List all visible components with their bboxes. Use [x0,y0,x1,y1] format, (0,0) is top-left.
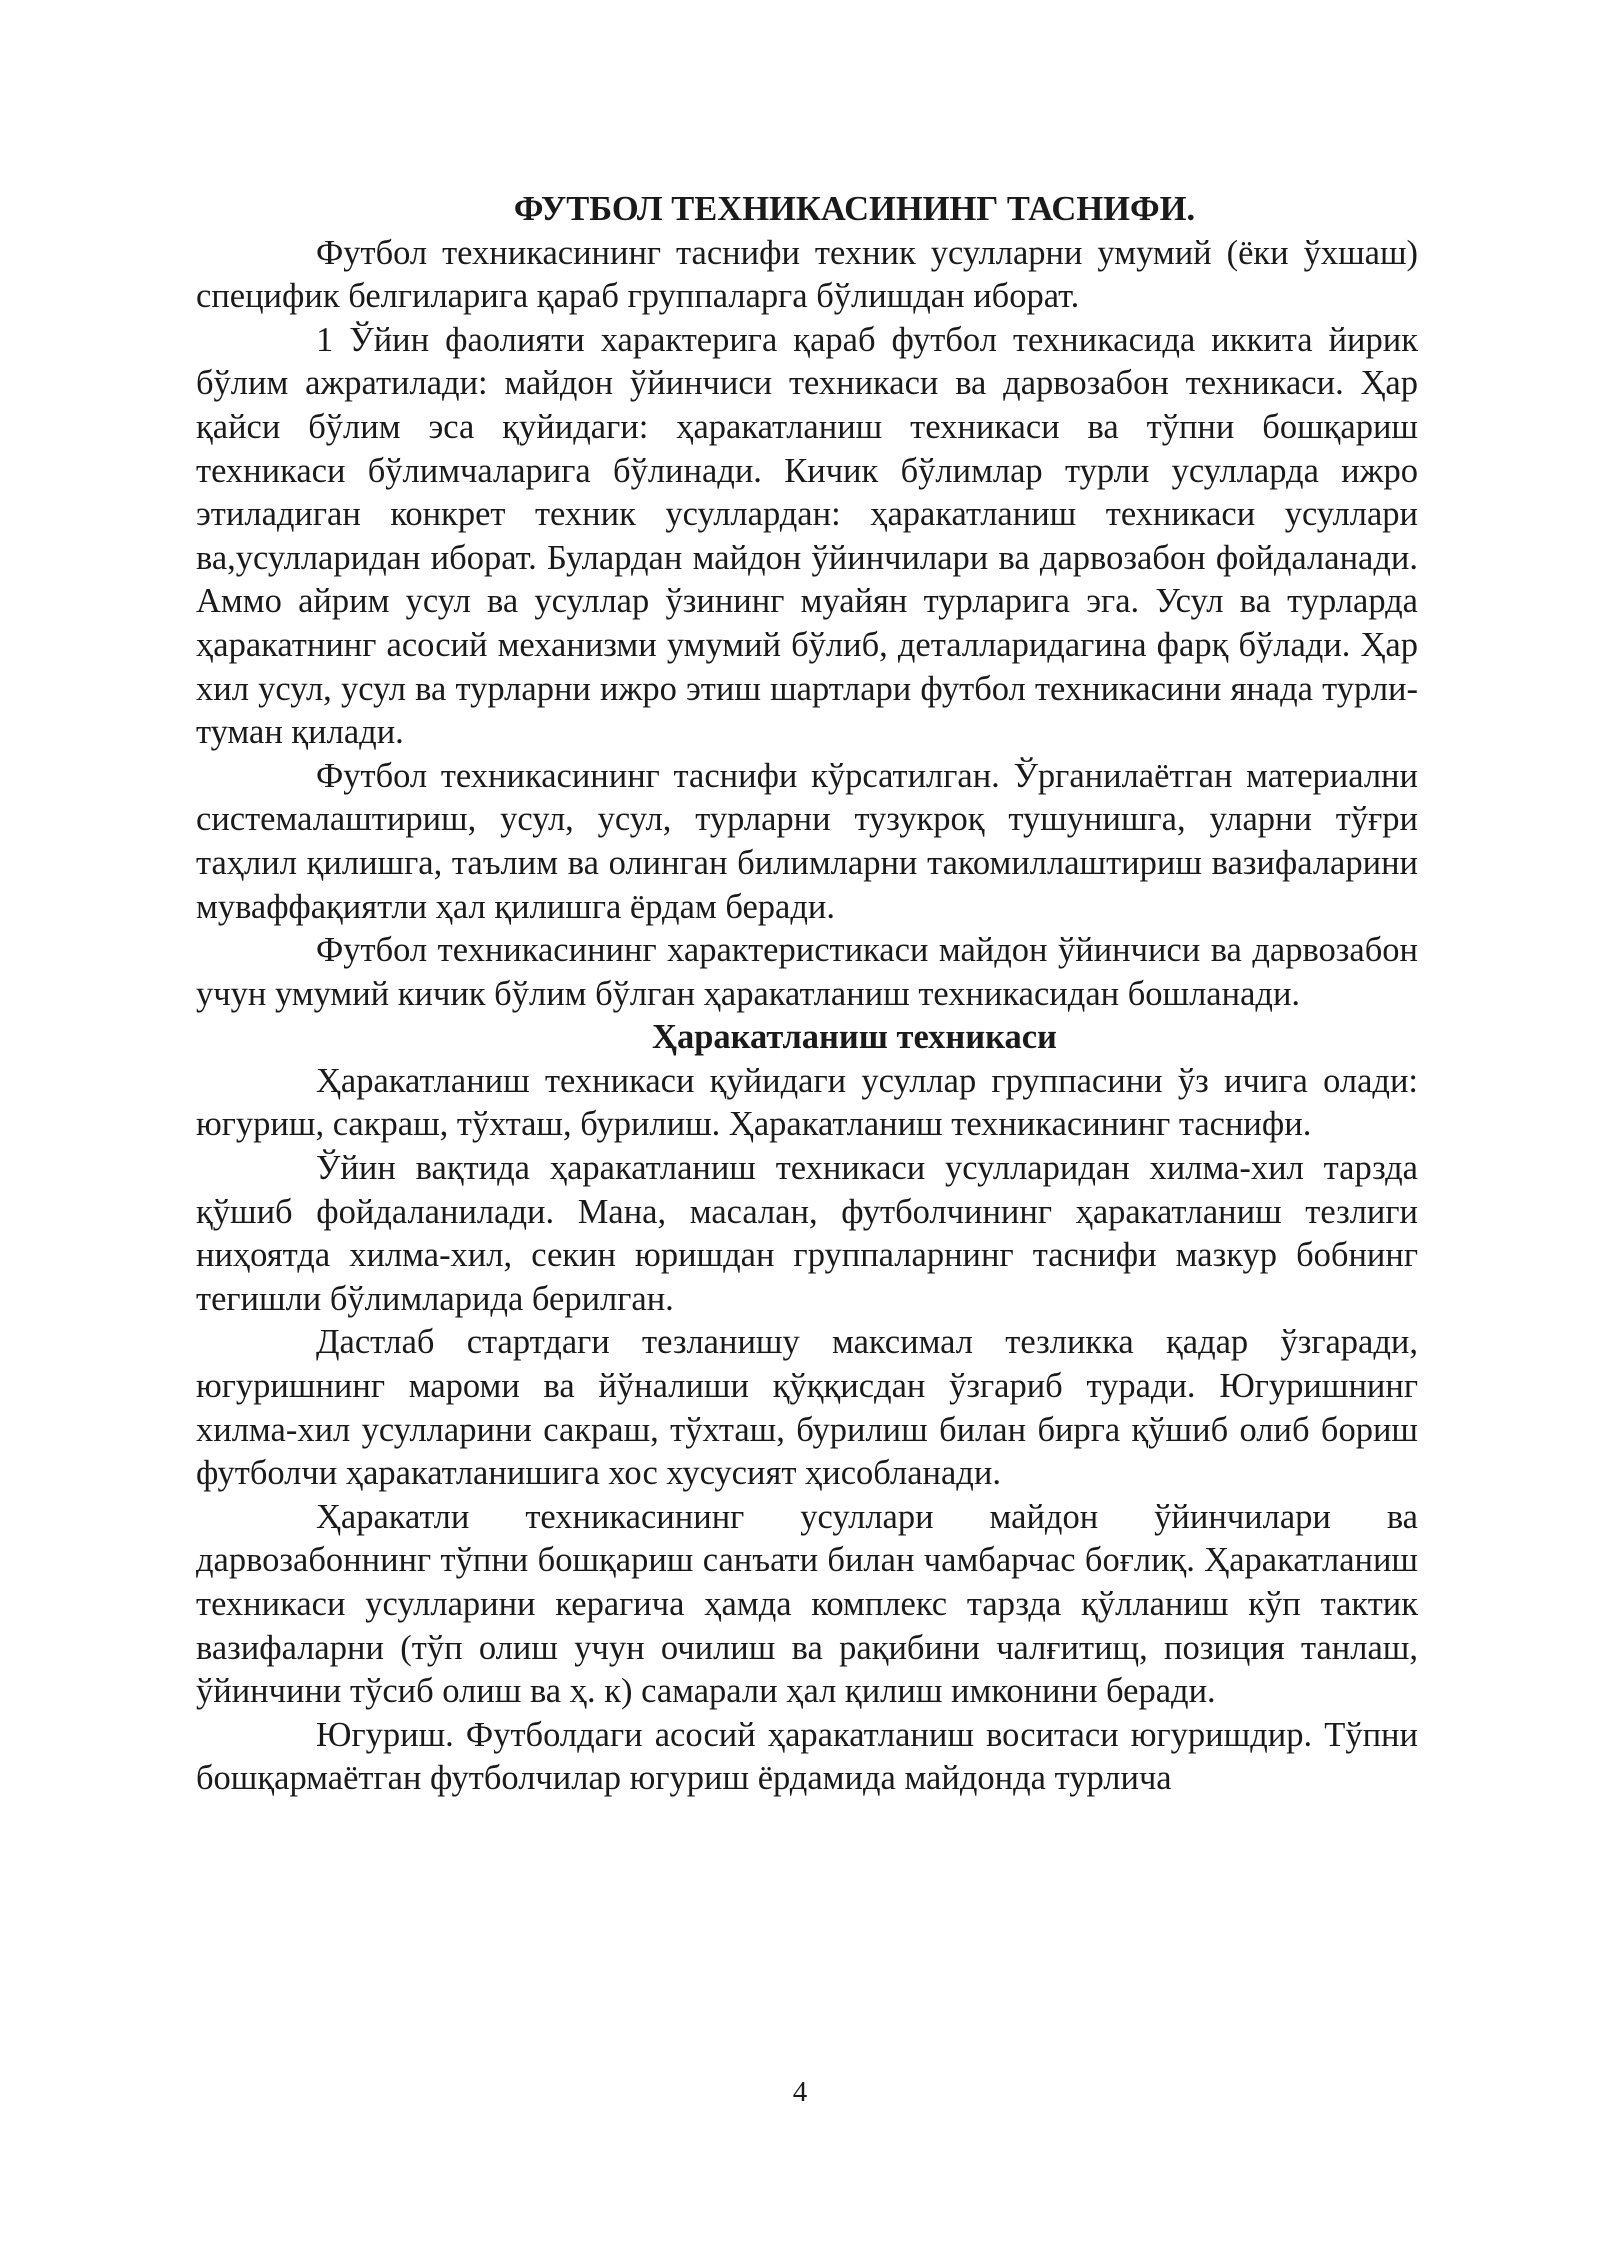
paragraph-running: Югуриш. Футболдаги асосий ҳаракатланиш воситаси югуришдир. Тўпни бошқармаётган футболчилар югуриш ёрдамида майдонда турлича [196,1715,1418,1798]
page-title: ФУТБОЛ ТЕХНИКАСИНИНГ ТАСНИФИ. [513,190,1196,228]
paragraph-characteristics: Футбол техникасининг характеристикаси майдон ўйинчиси ва дарвозабон учун умумий кичик бўлим бўлган ҳаракатланиш техникасидан бошланади. [196,931,1418,1013]
paragraph-classification-intro: Футбол техникасининг таснифи техник усулларни умумий (ёки ўхшаш) специфик белгиларига қараб группаларга бўлишдан иборат. [196,233,1418,316]
page-number: 4 [792,2076,808,2108]
page-content [196,188,1418,1801]
paragraph-classification-shown: Футбол техникасининг таснифи кўрсатилган. Ўрганилаётган материални системалаштириш, усул, усул, турларни тузукроқ тушунишга, уларни тўғри таҳлил қилишга, таълим ва олинган билимларни такомиллаштириш вазифаларини муваффақиятли ҳал қилишга ёрдам беради. [196,756,1418,926]
paragraph-acceleration: Дастлаб стартдаги тезланишу максимал тезликка қадар ўзгаради, югуришнинг мароми ва йўналиши қўққисдан ўзгариб туради. Югуришнинг хилма-хил усулларини сакраш, тўхташ, бурилиш билан бирга қўшиб олиб бориш футболчи ҳаракатланишига хос хусусият ҳисобланади. [196,1323,1418,1493]
paragraph-ball-control: Ҳаракатли техникасининг усуллари майдон ўйинчилари ва дарвозабоннинг тўпни бошқариш санъати билан чамбарчас боғлиқ. Ҳаракатланиш техникаси усулларини керагича ҳамда комплекс тарзда қўлланиш кўп тактик вазифаларни (тўп олиш учун очилиш ва рақибини чалғитищ, позиция танлаш, ўйинчини тўсиб олиш ва ҳ. к) самарали ҳал қилиш имконини беради. [196,1497,1418,1711]
paragraph-movement-groups: Ҳаракатланиш техникаси қуйидаги усуллар группасини ўз ичига олади: югуриш, сакраш, тўхташ, бурилиш. Ҳаракатланиш техникасининг таснифи. [196,1061,1418,1144]
paragraph-sections: 1 Ўйин фаолияти характерига қараб футбол техникасида иккита йирик бўлим ажратилади: майдон ўйинчиси техникаси ва дарвозабон техникаси. Ҳар қайси бўлим эса қуйидаги: ҳаракатланиш техникаси ва тўпни бошқариш техникаси бўлимчаларига бўлинади. Кичик бўлимлар турли усулларда ижро этиладиган конкрет техник усуллардан: ҳаракатланиш техникаси усуллари ва,усулларидан иборат. Булардан майдон ўйинчилари ва дарвозабон фойдаланади. Аммо айрим усул ва усуллар ўзининг муайян турларига эга. Усул ва турларда ҳаракатнинг асосий механизми умумий бўлиб, деталларидагина фарқ бўлади. Ҳар хил усул, усул ва турларни ижро этиш шартлари футбол техникасини янада турли-туман қилади. [196,320,1418,752]
section-heading: Ҳаракатланиш техникаси [652,1018,1057,1057]
paragraph-movement-combination: Ўйин вақтида ҳаракатланиш техникаси усулларидан хилма-хил тарзда қўшиб фойдаланилади. Мана, масалан, футболчининг ҳаракатланиш тезлиги ниҳоятда хилма-хил, секин юришдан группаларнинг таснифи мазкур бобнинг тегишли бўлимларида берилган. [196,1149,1418,1318]
